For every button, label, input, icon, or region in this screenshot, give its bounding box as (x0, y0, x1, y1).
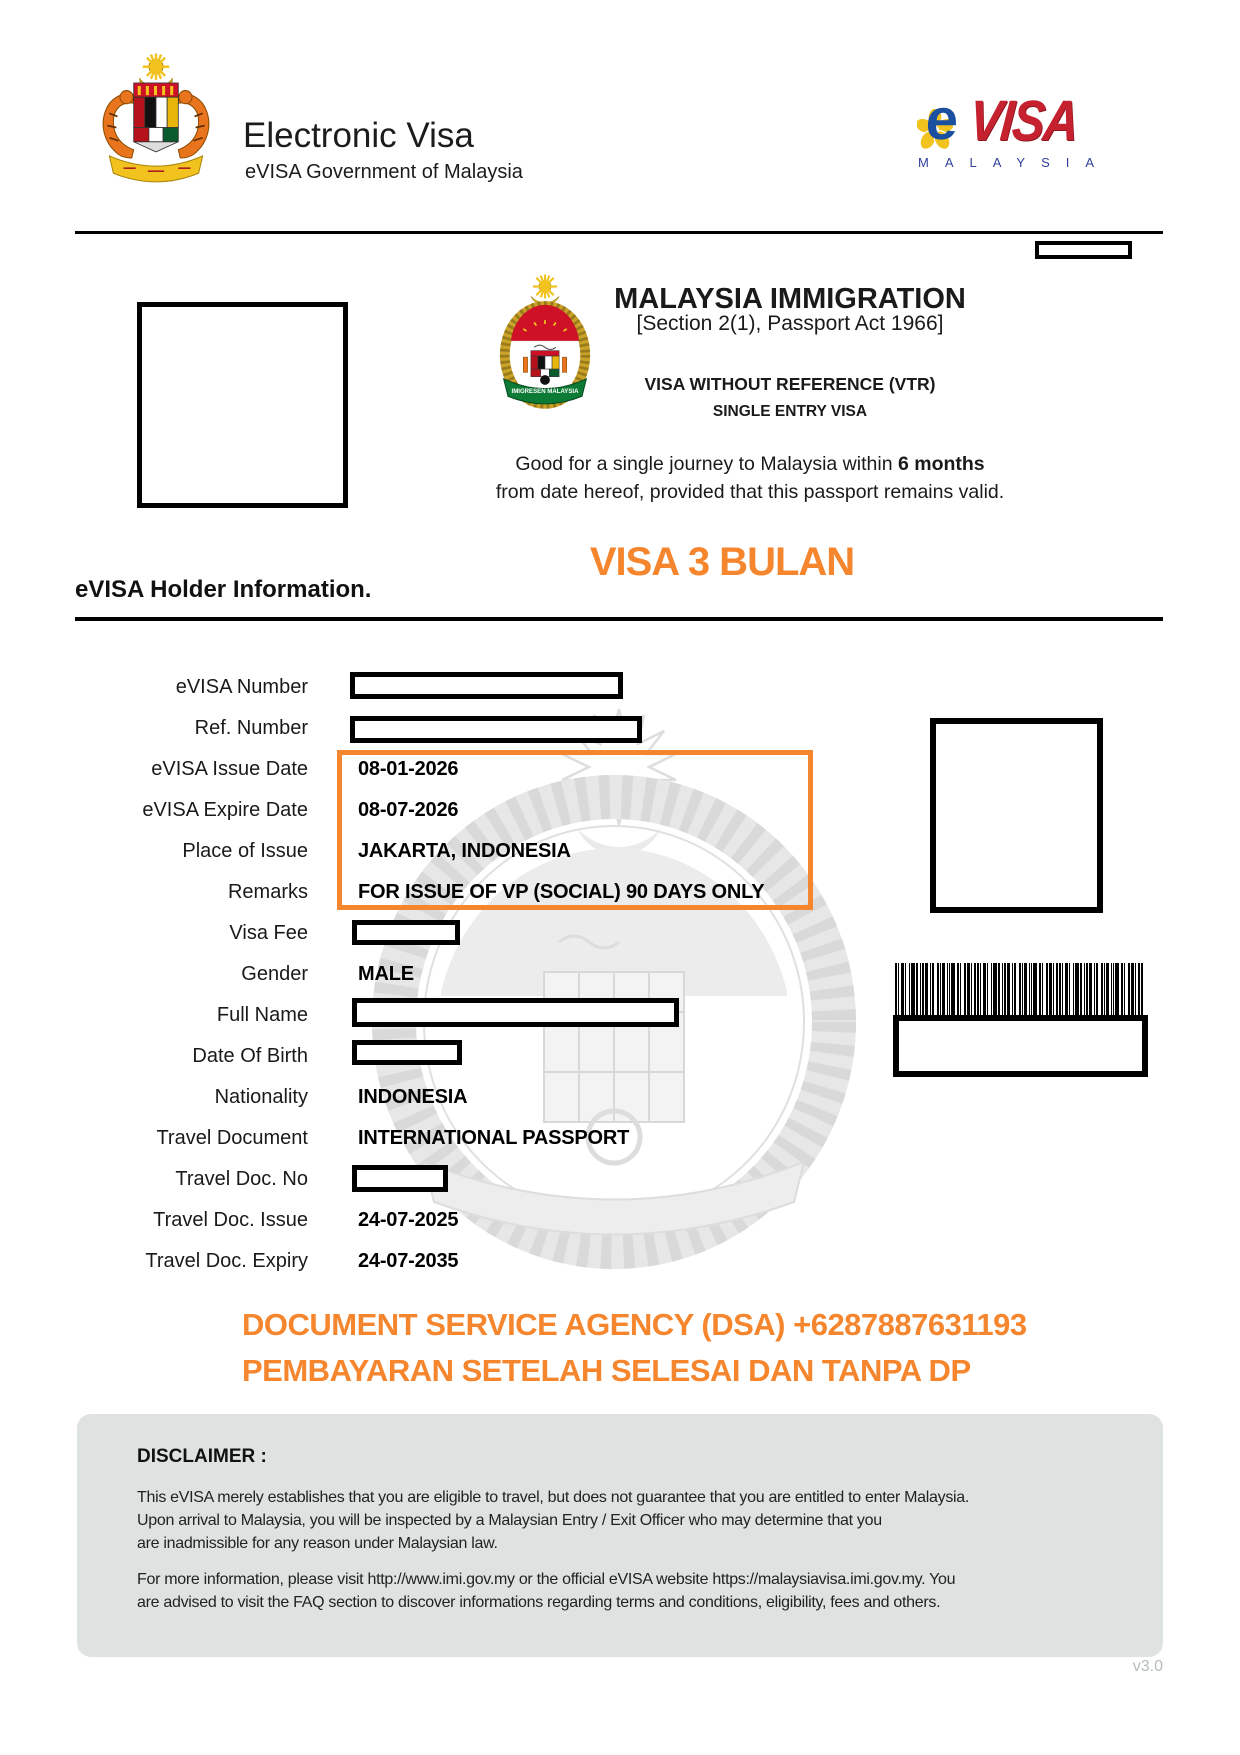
evisa-logo-e: e (923, 87, 961, 152)
field-label: Travel Document (156, 1127, 308, 1149)
header-divider (75, 231, 1163, 234)
field-row-evisa-expire-date (75, 796, 1085, 824)
field-label: Remarks (227, 881, 308, 903)
visa-duration-banner: VISA 3 BULAN (589, 540, 855, 584)
validity-line1-prefix: Good for a single journey to Malaysia within (515, 453, 898, 475)
field-row-evisa-number (75, 673, 1085, 701)
field-row-evisa-issue-date (75, 755, 1085, 783)
redacted-value-box (352, 920, 460, 945)
visa-type-line: VISA WITHOUT REFERENCE (VTR) (644, 374, 936, 394)
field-label: Gender (241, 963, 308, 985)
field-value: 08-07-2026 (358, 799, 459, 821)
validity-line1-bold: 6 months (897, 453, 985, 475)
evisa-logo-country: MALAYSIA (918, 155, 1111, 170)
page-title: Electronic Visa (243, 116, 474, 155)
field-label: Full Name (216, 1004, 308, 1026)
validity-line2: from date hereof, provided that this passport remains valid. (495, 480, 1005, 503)
field-row-remarks (75, 878, 1085, 906)
evisa-logo-visa: VISA (966, 89, 1081, 153)
redacted-value-box (352, 998, 679, 1027)
version-label: v3.0 (1132, 1658, 1163, 1675)
field-label: Place of Issue (182, 840, 308, 862)
disclaimer-text-line: For more information, please visit http://www.imi.gov.my or the official eVISA website https://malaysiavisa.imi.gov.my. You (137, 1571, 956, 1588)
agency-notice-line1: DOCUMENT SERVICE AGENCY (DSA) +6287887631193 (242, 1307, 1027, 1342)
holder-section-heading: eVISA Holder Information. (75, 576, 372, 603)
field-label: eVISA Number (175, 676, 308, 698)
field-row-ref-number (75, 714, 1085, 742)
field-label: Ref. Number (194, 717, 308, 739)
redacted-value-box (352, 1165, 448, 1192)
holder-section-divider (75, 617, 1163, 621)
disclaimer-text-line: are advised to visit the FAQ section to discover informations regarding terms and conditions, eligibility, fees and others. (137, 1594, 941, 1611)
page-subtitle: eVISA Government of Malaysia (245, 161, 523, 183)
field-value: INTERNATIONAL PASSPORT (358, 1127, 630, 1149)
field-label: eVISA Expire Date (142, 799, 308, 821)
field-label: Date Of Birth (192, 1045, 308, 1067)
redacted-barcode-number-box (893, 1015, 1148, 1077)
field-label: eVISA Issue Date (151, 758, 308, 780)
field-row-travel-doc-no (75, 1165, 1085, 1193)
field-row-visa-fee (75, 919, 1085, 947)
emblem-banner-text: IMIGRESEN MALAYSIA (511, 388, 579, 395)
redacted-photo-box (137, 302, 348, 508)
field-row-travel-document (75, 1124, 1085, 1152)
redacted-value-box (352, 1040, 462, 1065)
field-label: Travel Doc. No (175, 1168, 308, 1190)
field-row-travel-doc-issue (75, 1206, 1085, 1234)
disclaimer-text-line: are inadmissible for any reason under Malaysian law. (137, 1535, 498, 1552)
field-row-place-of-issue (75, 837, 1085, 865)
field-row-travel-doc-expiry (75, 1247, 1085, 1275)
field-row-nationality (75, 1083, 1085, 1111)
agency-notice-line2: PEMBAYARAN SETELAH SELESAI DAN TANPA DP (242, 1353, 971, 1388)
field-value: FOR ISSUE OF VP (SOCIAL) 90 DAYS ONLY (358, 881, 765, 903)
field-label: Visa Fee (229, 922, 308, 944)
agency-notice (242, 1302, 1027, 1394)
evisa-malaysia-logo (905, 85, 1135, 180)
disclaimer-box (77, 1414, 1163, 1657)
field-value: INDONESIA (358, 1086, 468, 1108)
barcode (895, 963, 1148, 1016)
redacted-document-number-box (1035, 241, 1132, 259)
disclaimer-text-line: Upon arrival to Malaysia, you will be inspected by a Malaysian Entry / Exit Officer who may determine that you (137, 1512, 882, 1529)
malaysia-coat-of-arms-icon (85, 50, 227, 193)
field-label: Travel Doc. Expiry (145, 1250, 308, 1272)
field-value: 24-07-2035 (358, 1250, 459, 1272)
redacted-value-box (350, 672, 623, 699)
field-value: MALE (358, 963, 414, 985)
entry-type-line: SINGLE ENTRY VISA (712, 403, 868, 420)
field-value: JAKARTA, INDONESIA (358, 840, 571, 862)
immigration-heading: MALAYSIA IMMIGRATION (614, 283, 966, 315)
field-label: Travel Doc. Issue (153, 1209, 308, 1231)
field-value: 08-01-2026 (358, 758, 459, 780)
field-label: Nationality (214, 1086, 308, 1108)
field-value: 24-07-2025 (358, 1209, 459, 1231)
validity-statement (385, 451, 1115, 506)
redacted-value-box (350, 716, 642, 743)
disclaimer-text-line: This eVISA merely establishes that you are eligible to travel, but does not guarantee that you are entitled to enter Malaysia. (137, 1489, 970, 1506)
immigration-subheading: [Section 2(1), Passport Act 1966] (636, 312, 944, 335)
disclaimer-title: DISCLAIMER : (137, 1446, 267, 1467)
